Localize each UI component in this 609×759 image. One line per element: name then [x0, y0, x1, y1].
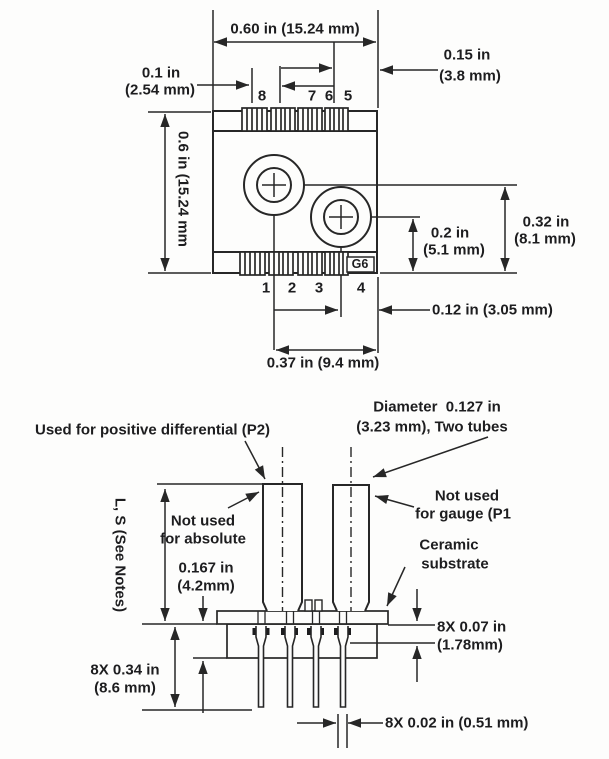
housing	[227, 624, 377, 658]
note-absolute-line2: for absolute	[160, 530, 246, 548]
dim-port2-height-line2: (5.1 mm)	[423, 241, 485, 259]
pressure-port-1	[244, 155, 304, 215]
dim-overall-height: L, S (See Notes)	[111, 497, 129, 613]
note-tube-diameter-line2: (3.23 mm), Two tubes	[356, 418, 508, 436]
note-ceramic-line2: substrate	[421, 555, 489, 573]
dim-port2-height-line1: 0.2 in	[430, 224, 470, 242]
dim-package-width: 0.60 in (15.24 mm)	[230, 20, 360, 38]
dim-port1-height-line2: (8.1 mm)	[514, 230, 576, 248]
dim-standoff-line1: 8X 0.07 in	[437, 618, 507, 636]
note-ceramic-line1: Ceramic	[419, 536, 479, 554]
dim-port1-width: 0.37 in (9.4 mm)	[266, 354, 380, 372]
pin-label-8: 8	[257, 87, 267, 105]
dim-edge-offset-line2: (3.8 mm)	[439, 67, 501, 85]
dim-edge-offset-line1: 0.15 in	[443, 46, 491, 64]
dim-tube-length-line2: (4.2mm)	[177, 577, 235, 595]
pin-label-4: 4	[356, 279, 366, 297]
note-positive-differential: Used for positive differential (P2)	[35, 421, 271, 439]
dim-pin-width: 8X 0.02 in (0.51 mm)	[385, 714, 529, 732]
pin-label-6: 6	[324, 87, 334, 105]
pin-label-1: 1	[261, 279, 271, 297]
note-absolute-line1: Not used	[170, 512, 236, 530]
note-gauge-line1: Not used	[434, 487, 500, 505]
dim-package-height: 0.6 in (15.24 mm	[174, 131, 192, 247]
dim-pin-length-line1: 8X 0.34 in	[90, 661, 160, 679]
part-marking: G6	[351, 256, 369, 271]
dim-pin-length-line2: (8.6 mm)	[94, 679, 156, 697]
pin-label-5: 5	[343, 87, 353, 105]
dim-pin-pitch-line2: (2.54 mm)	[124, 81, 196, 99]
dim-port1-height-line1: 0.32 in	[522, 213, 570, 231]
dim-standoff-line2: (1.78mm)	[437, 636, 503, 654]
top-pin-row	[242, 108, 348, 131]
pin-label-2: 2	[287, 279, 297, 297]
note-gauge-line2: for gauge (P1	[415, 505, 511, 523]
dim-pin-pitch-line1: 0.1 in	[141, 64, 181, 82]
pin-label-3: 3	[314, 279, 324, 297]
pressure-port-2	[311, 187, 371, 247]
dim-port2-edge: 0.12 in (3.05 mm)	[432, 301, 553, 319]
dim-tube-length-line1: 0.167 in	[178, 559, 234, 577]
pin-label-7: 7	[307, 87, 317, 105]
note-tube-diameter-line1: Diameter 0.127 in	[373, 398, 501, 416]
